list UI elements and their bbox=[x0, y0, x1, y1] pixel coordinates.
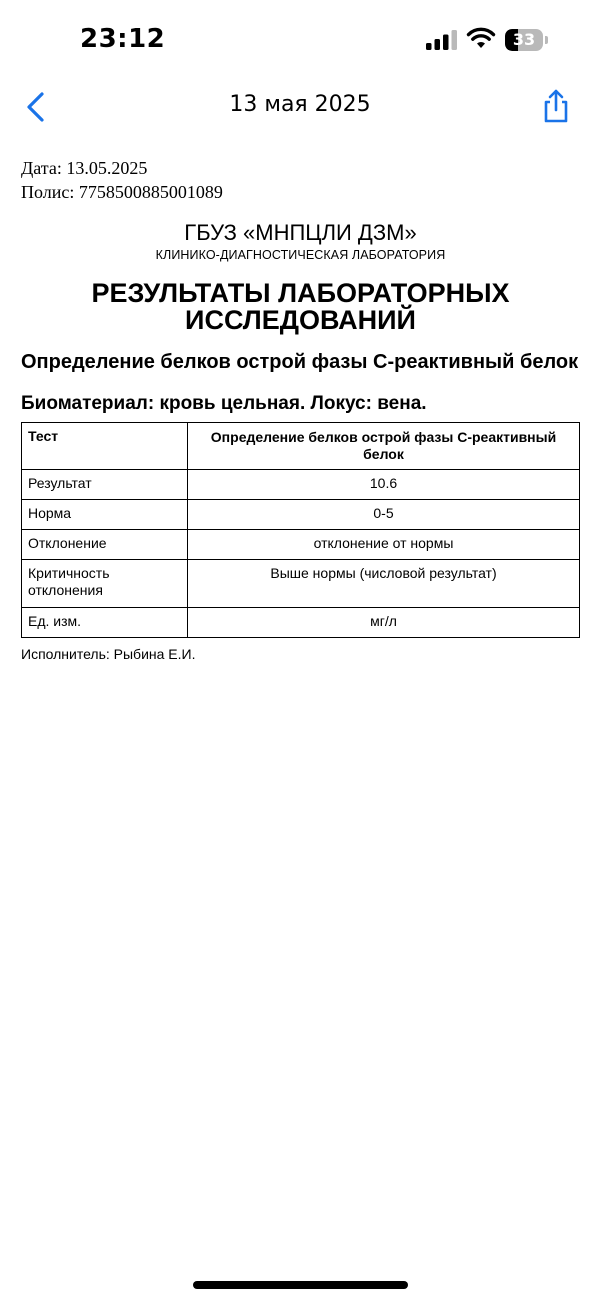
organization-subtitle: КЛИНИКО-ДИАГНОСТИЧЕСКАЯ ЛАБОРАТОРИЯ bbox=[155, 248, 446, 262]
status-time: 23:12 bbox=[80, 24, 166, 54]
document-title: РЕЗУЛЬТАТЫ ЛАБОРАТОРНЫХ ИССЛЕДОВАНИЙ bbox=[91, 278, 510, 335]
organization-name: ГБУЗ «МНПЦЛИ ДЗМ» bbox=[184, 220, 417, 245]
table-row bbox=[22, 608, 580, 638]
row-label: Результат bbox=[22, 470, 188, 500]
home-indicator[interactable] bbox=[193, 1281, 408, 1289]
header-value-cell: Определение белков острой фазы С-реактивный белок bbox=[188, 423, 580, 470]
document-view bbox=[21, 156, 580, 662]
status-bar bbox=[0, 0, 600, 80]
policy-line: Полис: 7758500885001089 bbox=[21, 182, 223, 202]
row-value: отклонение от нормы bbox=[188, 530, 580, 560]
date-line: Дата: 13.05.2025 bbox=[21, 158, 148, 178]
row-value: мг/л bbox=[188, 608, 580, 638]
table-row bbox=[22, 500, 580, 530]
header-label-cell: Тест bbox=[22, 423, 188, 470]
row-label: Критичность отклонения bbox=[22, 560, 188, 608]
biomaterial-line: Биоматериал: кровь цельная. Локус: вена. bbox=[21, 393, 427, 414]
battery-icon bbox=[505, 29, 547, 51]
signal-icon bbox=[426, 30, 458, 50]
wifi-icon bbox=[466, 26, 496, 50]
nav-bar bbox=[0, 80, 600, 136]
battery-tip bbox=[545, 36, 548, 44]
test-title: Определение белков острой фазы С-реактивный белок bbox=[21, 351, 579, 373]
battery-level: 33 bbox=[512, 30, 536, 49]
row-value: Выше нормы (числовой результат) bbox=[188, 560, 580, 608]
row-label: Норма bbox=[22, 500, 188, 530]
row-value: 0-5 bbox=[188, 500, 580, 530]
share-icon[interactable] bbox=[540, 88, 572, 124]
nav-title: 13 мая 2025 bbox=[229, 92, 371, 117]
executor-line: Исполнитель: Рыбина Е.И. bbox=[21, 646, 196, 662]
table-row bbox=[22, 470, 580, 500]
table-header-row bbox=[22, 423, 580, 470]
battery-body bbox=[505, 29, 543, 51]
row-label: Отклонение bbox=[22, 530, 188, 560]
table-row bbox=[22, 530, 580, 560]
results-table bbox=[21, 422, 580, 638]
chevron-left-icon[interactable] bbox=[22, 90, 50, 124]
table-row bbox=[22, 560, 580, 608]
row-label: Ед. изм. bbox=[22, 608, 188, 638]
row-value: 10.6 bbox=[188, 470, 580, 500]
